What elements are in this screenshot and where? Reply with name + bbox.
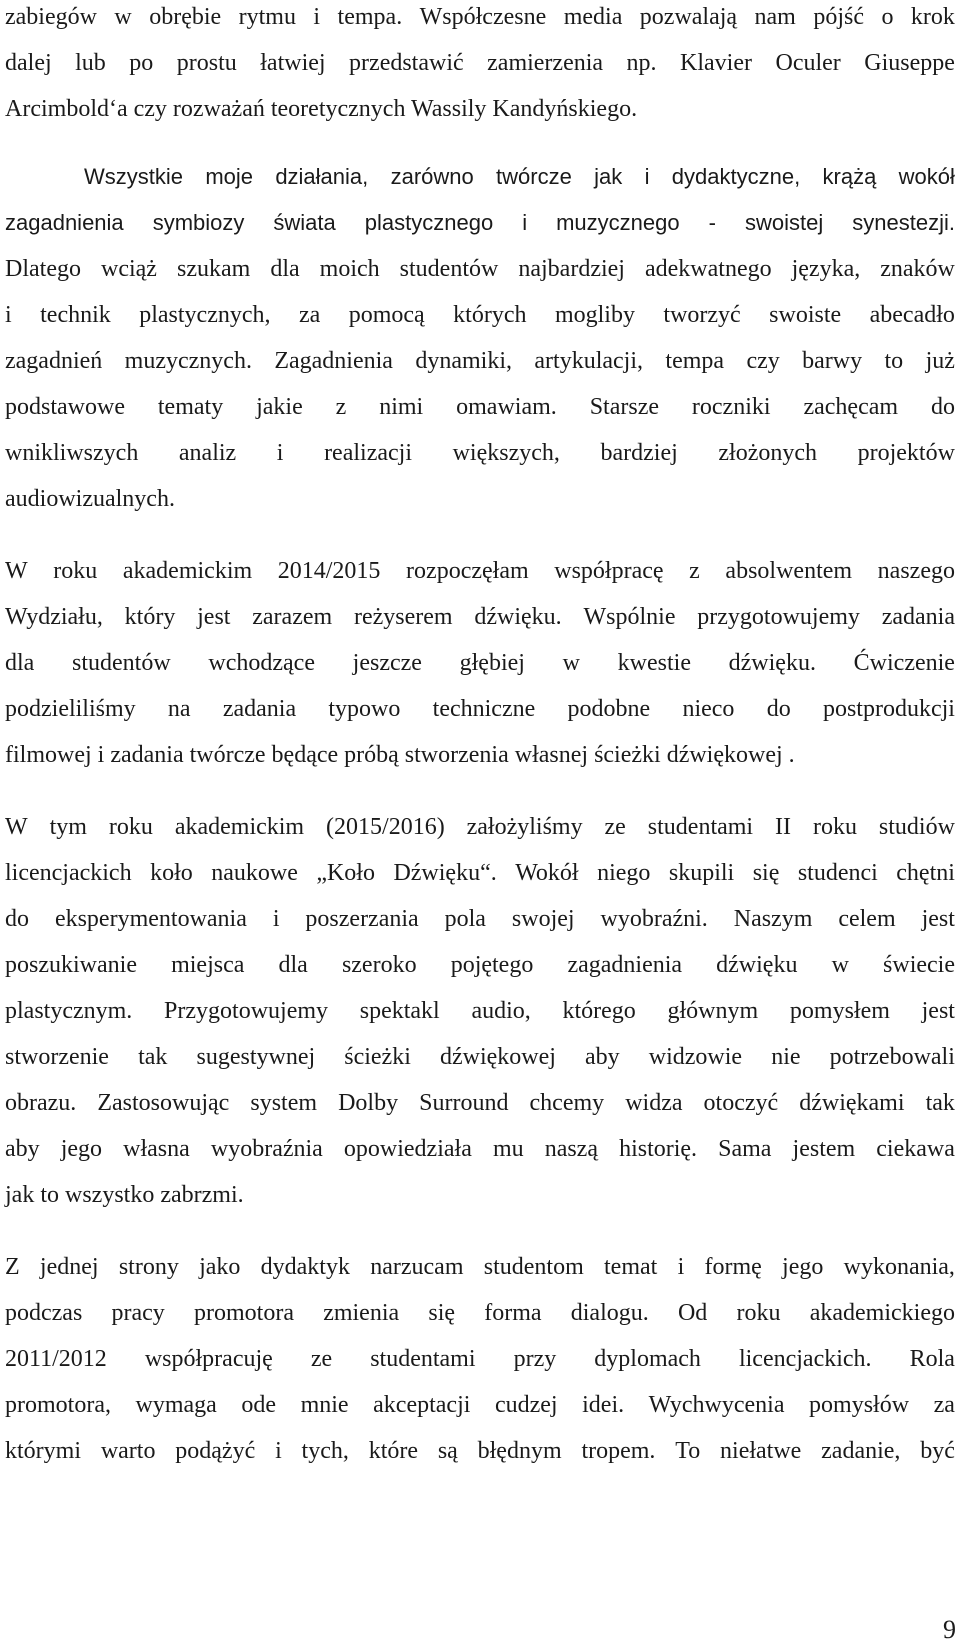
- text-line: Wszystkie moje działania, zarówno twórcze jak i dydaktyczne, krążą wokół: [84, 164, 955, 189]
- text-line: Arcimbold‘a czy rozważań teoretycznych Wassily Kandyńskiego.: [5, 96, 638, 122]
- text-line: obrazu. Zastosowując system Dolby Surround chcemy widza otoczyć dźwiękami tak: [5, 1090, 955, 1116]
- text-line: podstawowe tematy jakie z nimi omawiam. Starsze roczniki zachęcam do: [5, 394, 955, 420]
- text-line: jak to wszystko zabrzmi.: [5, 1182, 244, 1208]
- text-line: promotora, wymaga ode mnie akceptacji cudzej idei. Wychwycenia pomysłów za: [5, 1392, 955, 1418]
- text-line: licencjackich koło naukowe „Koło Dźwięku“. Wokół niego skupili się studenci chętni: [5, 860, 955, 886]
- text-line: wnikliwszych analiz i realizacji większych, bardziej złożonych projektów: [5, 440, 955, 466]
- page-number: 9: [943, 1615, 956, 1644]
- text-line: dla studentów wchodzące jeszcze głębiej w kwestie dźwięku. Ćwiczenie: [5, 650, 955, 676]
- text-line: i technik plastycznych, za pomocą których mogliby tworzyć swoiste abecadło: [5, 302, 955, 328]
- text-line: audiowizualnych.: [5, 486, 175, 512]
- text-line: zagadnień muzycznych. Zagadnienia dynamiki, artykulacji, tempa czy barwy to już: [5, 348, 955, 374]
- text-line: aby jego własna wyobraźnia opowiedziała mu naszą historię. Sama jestem ciekawa: [5, 1136, 955, 1162]
- text-line: filmowej i zadania twórcze będące próbą stworzenia własnej ścieżki dźwiękowej .: [5, 742, 795, 768]
- text-line: Dlatego wciąż szukam dla moich studentów najbardziej adekwatnego języka, znaków: [5, 256, 955, 282]
- text-line: W roku akademickim 2014/2015 rozpoczęłam współpracę z absolwentem naszego: [5, 558, 955, 584]
- text-line: którymi warto podążyć i tych, które są błędnym tropem. To niełatwe zadanie, być: [5, 1438, 955, 1464]
- text-line: dalej lub po prostu łatwiej przedstawić zamierzenia np. Klavier Oculer Giuseppe: [5, 50, 955, 76]
- text-line: Wydziału, który jest zarazem reżyserem dźwięku. Wspólnie przygotowujemy zadania: [5, 604, 955, 630]
- text-line: do eksperymentowania i poszerzania pola swojej wyobraźni. Naszym celem jest: [5, 906, 955, 932]
- text-line: podczas pracy promotora zmienia się forma dialogu. Od roku akademickiego: [5, 1300, 955, 1326]
- text-line: zagadnienia symbiozy świata plastycznego i muzycznego - swoistej synestezji.: [5, 210, 955, 235]
- text-line: poszukiwanie miejsca dla szeroko pojętego zagadnienia dźwięku w świecie: [5, 952, 955, 978]
- text-line: Z jednej strony jako dydaktyk narzucam studentom temat i formę jego wykonania,: [5, 1254, 955, 1280]
- text-line: stworzenie tak sugestywnej ścieżki dźwiękowej aby widzowie nie potrzebowali: [5, 1044, 955, 1070]
- text-line: podzieliliśmy na zadania typowo techniczne podobne nieco do postprodukcji: [5, 696, 955, 722]
- text-line: plastycznym. Przygotowujemy spektakl audio, którego głównym pomysłem jest: [5, 998, 955, 1024]
- text-line: zabiegów w obrębie rytmu i tempa. Współczesne media pozwalają nam pójść o krok: [5, 4, 955, 30]
- text-line: W tym roku akademickim (2015/2016) założyliśmy ze studentami II roku studiów: [5, 814, 955, 840]
- text-line: 2011/2012 współpracuję ze studentami przy dyplomach licencjackich. Rola: [5, 1346, 955, 1372]
